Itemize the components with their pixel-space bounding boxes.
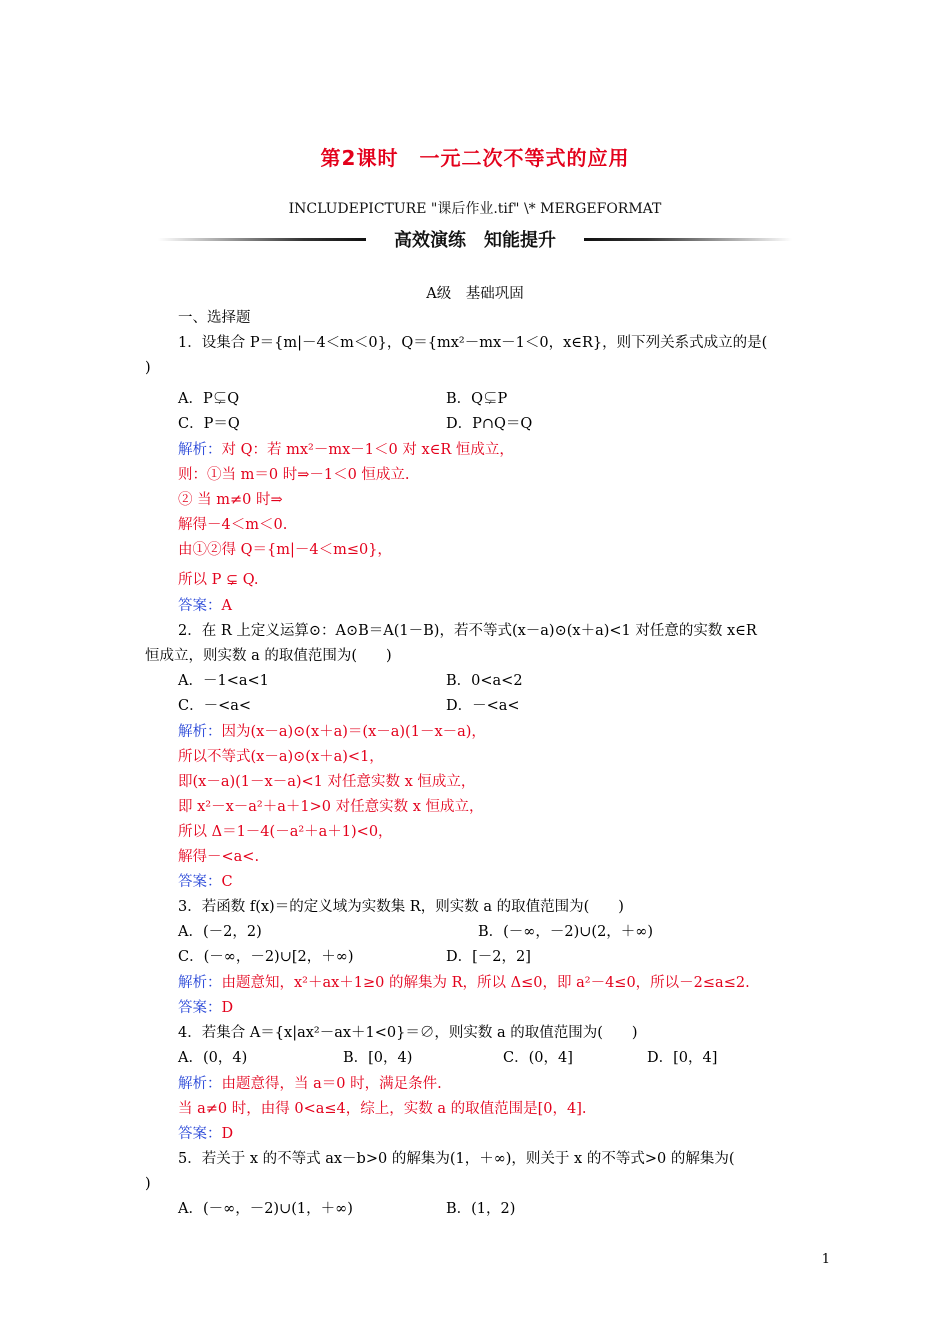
q1-solution-line-6: 所以 P ⊊ Q.: [178, 572, 259, 588]
q1-solution-text-1: 对 Q：若 mx²－mx－1＜0 对 x∈R 恒成立，: [221, 442, 514, 458]
q4-solution-text-1: 由题意得，当 a＝0 时，满足条件.: [221, 1076, 442, 1092]
q4-answer-line: [178, 1124, 233, 1144]
q1-solution-line-5: 由①②得 Q＝{m|－4＜m≤0}，: [178, 542, 392, 558]
q3-answer-value: D: [221, 1000, 234, 1016]
q2-solution-text-1: 因为(x－a)⊙(x＋a)＝(x－a)(1－x－a)，: [221, 724, 486, 740]
q4-solution-line-2: 当 a≠0 时，由得 0<a≤4，综上，实数 a 的取值范围是[0，4].: [178, 1101, 587, 1117]
q1-option-c: C．P＝Q: [178, 416, 240, 432]
q3-option-a: A．(－2，2): [178, 924, 262, 940]
q2-option-b: B．0<a<2: [446, 673, 523, 689]
include-picture-field: INCLUDEPICTURE "课后作业.tif" \* MERGEFORMAT: [288, 201, 662, 217]
q1-solution-line-3: ② 当 m≠0 时⇒: [178, 492, 283, 508]
q3-solution-text-1: 由题意知，x²＋ax＋1≥0 的解集为 R，所以 Δ≤0，即 a²－4≤0，所以－2≤a≤2.: [221, 975, 750, 991]
q1-solution-line-2: 则：①当 m＝0 时⇒－1＜0 恒成立.: [178, 467, 410, 483]
q4-stem: 4．若集合 A＝{x|ax²－ax＋1<0}＝∅，则实数 a 的取值范围为( ): [178, 1025, 638, 1041]
q2-solution-line-3: 即(x－a)(1－x－a)<1 对任意实数 x 恒成立，: [178, 774, 476, 790]
q5-option-a: A．(－∞，－2)∪(1，＋∞): [178, 1201, 353, 1217]
section-heading: 一、选择题: [178, 310, 251, 326]
banner-text: 高效演练 知能提升: [394, 230, 556, 251]
q2-solution-line-1: [178, 722, 486, 742]
q2-answer-label: 答案：: [178, 874, 222, 890]
q1-stem: 1．设集合 P＝{m|－4＜m＜0}，Q＝{mx²－mx－1＜0，x∈R}，则下列关系式成立的是(: [178, 335, 768, 351]
q4-option-b: B．[0，4): [343, 1050, 413, 1066]
q2-solution-line-6: 解得－<a<.: [178, 849, 260, 865]
q3-solution-label: 解析：: [178, 975, 222, 991]
q1-answer-label: 答案：: [178, 598, 222, 614]
q5-stem-end: ): [145, 1176, 151, 1192]
q4-option-a: A．(0，4): [178, 1050, 248, 1066]
q4-solution-line-1: [178, 1074, 442, 1094]
q2-answer-value: C: [221, 874, 233, 890]
lesson-title: 第2课时 一元二次不等式的应用: [320, 146, 630, 170]
q2-option-d: D．－<a<: [446, 698, 520, 714]
q2-solution-label: 解析：: [178, 724, 222, 740]
q2-option-c: C．－<a<: [178, 698, 252, 714]
q1-solution-line-1: [178, 440, 514, 460]
q2-solution-line-2: 所以不等式(x－a)⊙(x＋a)<1，: [178, 749, 384, 765]
page-number: 1: [821, 1252, 830, 1267]
section-banner: [140, 226, 810, 254]
q2-answer-line: [178, 872, 233, 892]
q4-option-c: C．(0，4]: [503, 1050, 573, 1066]
q2-option-a: A．－1<a<1: [178, 673, 269, 689]
q1-option-d: D．P∩Q＝Q: [446, 416, 533, 432]
q1-option-b: B．Q⊊P: [446, 391, 508, 407]
q3-answer-line: [178, 998, 233, 1018]
q3-answer-label: 答案：: [178, 1000, 222, 1016]
q5-stem: 5．若关于 x 的不等式 ax－b>0 的解集为(1，＋∞)，则关于 x 的不等式>0 的解集为(: [178, 1151, 735, 1167]
q3-option-b: B．(－∞，－2)∪(2，＋∞): [478, 924, 654, 940]
q1-solution-label: 解析：: [178, 442, 222, 458]
q3-solution-line-1: [178, 973, 750, 993]
q2-solution-line-4: 即 x²－x－a²＋a＋1>0 对任意实数 x 恒成立，: [178, 799, 484, 815]
q3-option-d: D．[－2，2]: [446, 949, 531, 965]
q5-option-b: B．(1，2): [446, 1201, 516, 1217]
q1-stem-end: ): [145, 360, 151, 376]
q4-option-d: D．[0，4]: [647, 1050, 718, 1066]
q2-solution-line-5: 所以 Δ＝1－4(－a²＋a＋1)<0，: [178, 824, 393, 840]
q1-solution-line-4: 解得－4＜m＜0.: [178, 517, 288, 533]
q1-answer-value: A: [221, 598, 232, 614]
level-heading: A级 基础巩固: [426, 286, 524, 302]
q4-answer-value: D: [221, 1126, 234, 1142]
q1-option-a: A．P⊊Q: [178, 391, 240, 407]
q1-answer-line: [178, 596, 232, 616]
q4-answer-label: 答案：: [178, 1126, 222, 1142]
q4-solution-label: 解析：: [178, 1076, 222, 1092]
q3-option-c: C．(－∞，－2)∪[2，＋∞): [178, 949, 354, 965]
q3-stem: 3．若函数 f(x)＝的定义域为实数集 R，则实数 a 的取值范围为( ): [178, 899, 624, 915]
q2-stem: 2．在 R 上定义运算⊙：A⊙B＝A(1－B)，若不等式(x－a)⊙(x＋a)<1 对任意的实数 x∈R: [178, 623, 757, 639]
q2-stem-end: 恒成立，则实数 a 的取值范围为( ): [145, 648, 392, 664]
